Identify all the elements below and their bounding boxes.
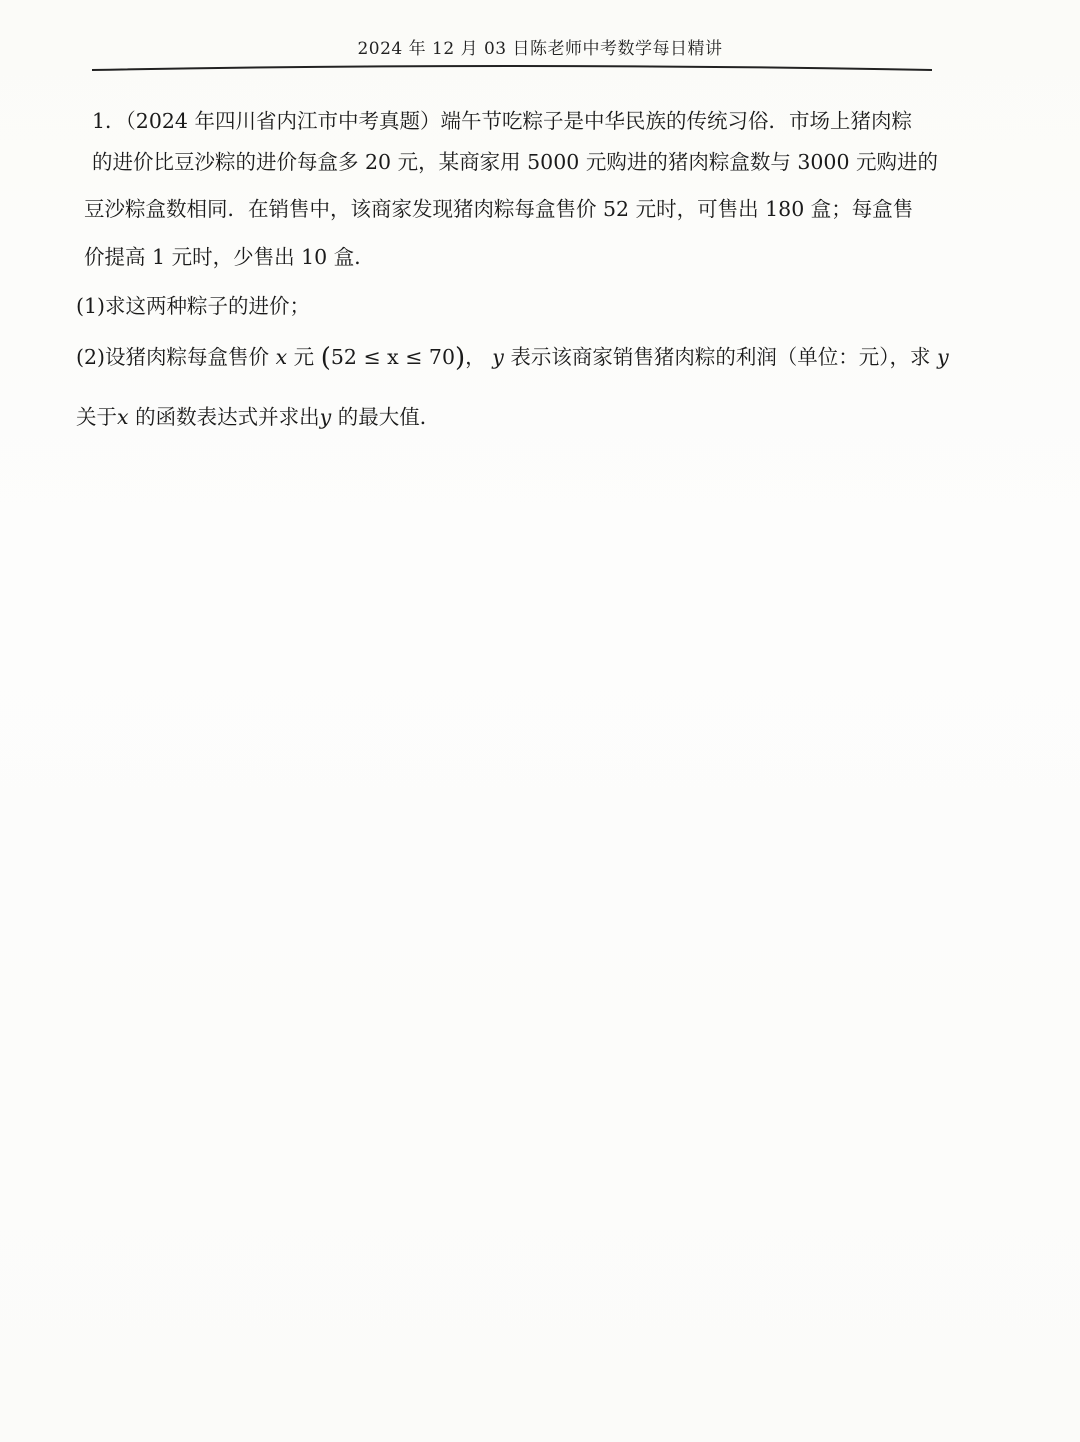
header-rule (92, 64, 932, 74)
var-y: y (492, 345, 504, 369)
problem-line-1 (92, 104, 912, 134)
range-open-paren: ( (320, 343, 331, 373)
part-2b-suffix: 的最大值． (331, 405, 441, 429)
range-close-paren: ) (455, 343, 466, 373)
part-2-middle: 表示该商家销售猪肉粽的利润（单位：元），求 (503, 345, 931, 369)
var-x-2: x (117, 405, 129, 429)
var-y-3: y (319, 405, 332, 429)
problem-line-3: 豆沙粽盒数相同．在销售中，该商家发现猪肉粽每盒售价 52 元时，可售出 180 盒；每盒售 (84, 197, 914, 221)
problem-source: （2024 年四川省内江市中考真题） (125, 109, 441, 133)
part-2-line-1 (76, 340, 949, 373)
var-x: x (275, 345, 288, 369)
part-2-unit: 元 (287, 345, 315, 369)
page-header: 2024 年 12 月 03 日陈老师中考数学每日精讲 (357, 39, 723, 59)
part-2-line-2 (76, 400, 440, 430)
var-y-2: y (937, 345, 949, 369)
separator: ， (465, 345, 486, 369)
part-2b-prefix: 关于 (76, 405, 117, 429)
problem-line-4: 价提高 1 元时，少售出 10 盒． (84, 245, 375, 269)
problem-stem-1: 端午节吃粽子是中华民族的传统习俗．市场上猪肉粽 (440, 109, 912, 133)
part-2-prefix: (2)设猪肉粽每盒售价 (76, 345, 270, 369)
problem-number: 1． (92, 109, 126, 133)
part-1: (1)求这两种粽子的进价； (76, 294, 311, 318)
part-2b-middle: 的函数表达式并求出 (128, 405, 320, 429)
problem-line-2: 的进价比豆沙粽的进价每盒多 20 元，某商家用 5000 元购进的猪肉粽盒数与 3000 元购进的 (92, 150, 939, 174)
range-expression: 52 ≤ x ≤ 70 (330, 345, 456, 369)
